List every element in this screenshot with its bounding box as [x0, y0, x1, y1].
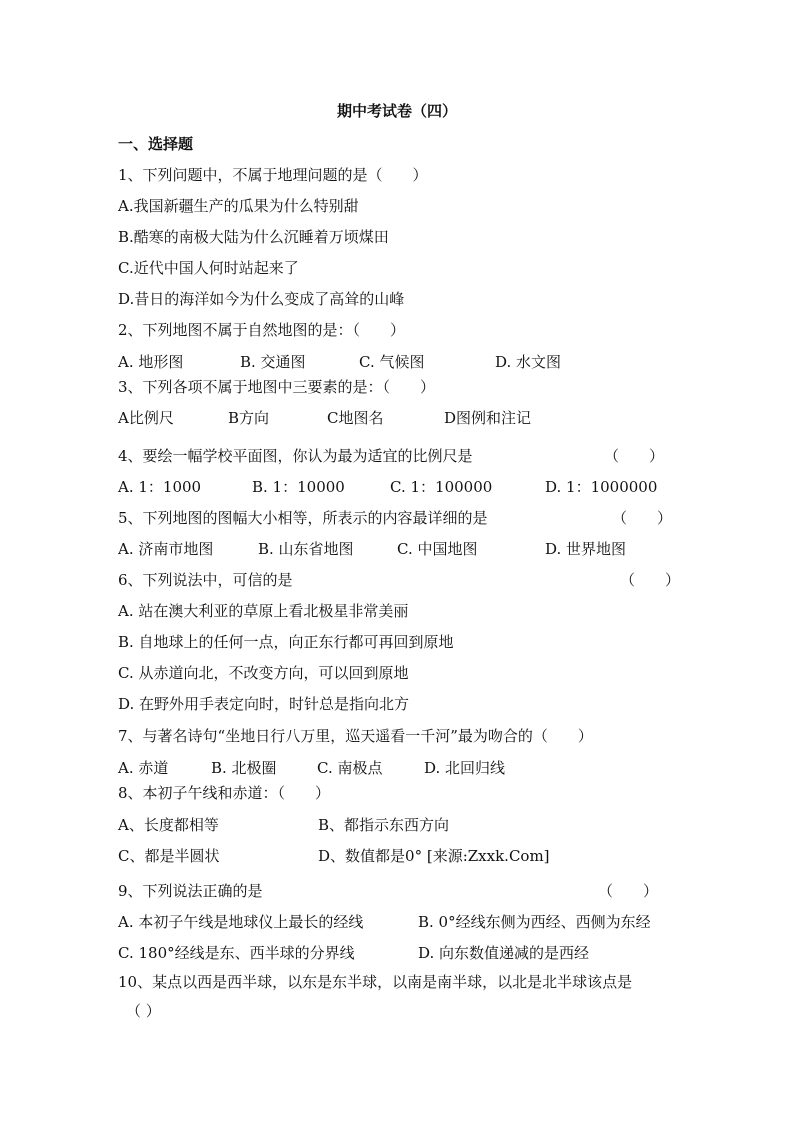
option: B. 自地球上的任何一点，向正东行都可再回到原地 [118, 633, 454, 651]
question-stem: 10、某点以西是西半球，以东是东半球，以南是南半球，以北是北半球该点是 [118, 973, 633, 991]
option: A. 地形图 [118, 353, 184, 371]
option: D、数值都是0° [来源:Zxxk.Com] [318, 847, 550, 865]
option: B、都指示东西方向 [318, 816, 450, 834]
option: C. 1：100000 [390, 478, 493, 496]
option: C.近代中国人何时站起来了 [118, 259, 299, 277]
question-stem: 8、本初子午线和赤道：（ ） [118, 784, 331, 802]
answer-paren: （ ） [126, 1002, 161, 1020]
answer-paren: （ ） [612, 509, 673, 527]
question-stem: 5、下列地图的图幅大小相等，所表示的内容最详细的是 [118, 509, 488, 527]
option: A比例尺 [118, 409, 174, 427]
option: A、长度都相等 [118, 816, 219, 834]
option: C. 气候图 [359, 353, 425, 371]
page-title: 期中考试卷（四） [336, 102, 457, 120]
option: D. 水文图 [495, 353, 562, 371]
section-heading: 一、选择题 [118, 135, 194, 153]
option: A. 赤道 [118, 759, 169, 777]
option: C. 南极点 [317, 759, 383, 777]
question-stem: 7、与著名诗句“坐地日行八万里，巡天遥看一千河”最为吻合的（ ） [118, 727, 593, 745]
option: D. 向东数值递减的是西经 [418, 944, 590, 962]
answer-paren: （ ） [620, 571, 681, 589]
question-stem: 9、下列说法正确的是 [118, 882, 263, 900]
question-stem: 3、下列各项不属于地图中三要素的是：（ ） [118, 378, 436, 396]
option: B方向 [228, 409, 270, 427]
option: B. 交通图 [240, 353, 306, 371]
option: D.昔日的海洋如今为什么变成了高耸的山峰 [118, 290, 405, 308]
answer-paren: （ ） [604, 447, 665, 465]
option: B.酷寒的南极大陆为什么沉睡着万顷煤田 [118, 228, 389, 246]
option: D. 世界地图 [545, 540, 627, 558]
option: A. 本初子午线是地球仪上最长的经线 [118, 913, 364, 931]
question-stem: 4、要绘一幅学校平面图，你认为最为适宜的比例尺是 [118, 447, 473, 465]
option: C. 中国地图 [397, 540, 478, 558]
question-stem: 1、下列问题中，不属于地理问题的是（ ） [118, 166, 428, 184]
answer-paren: （ ） [598, 882, 659, 900]
option: D. 在野外用手表定向时，时针总是指向北方 [118, 695, 410, 713]
option: B. 山东省地图 [258, 540, 354, 558]
option: D图例和注记 [444, 409, 532, 427]
option: B. 北极圈 [211, 759, 277, 777]
option: A. 济南市地图 [118, 540, 214, 558]
option: C、都是半圆状 [118, 847, 220, 865]
option: C. 180°经线是东、西半球的分界线 [118, 944, 355, 962]
option: B. 1：10000 [252, 478, 345, 496]
option: C地图名 [327, 409, 384, 427]
option: A. 1：1000 [118, 478, 202, 496]
option: D. 1：1000000 [545, 478, 658, 496]
option: D. 北回归线 [424, 759, 506, 777]
option: A.我国新疆生产的瓜果为什么特别甜 [118, 197, 359, 215]
option: B. 0°经线东侧为西经、西侧为东经 [418, 913, 651, 931]
question-stem: 6、下列说法中，可信的是 [118, 571, 293, 589]
option: A. 站在澳大利亚的草原上看北极星非常美丽 [118, 602, 409, 620]
option: C. 从赤道向北，不改变方向，可以回到原地 [118, 664, 409, 682]
question-stem: 2、下列地图不属于自然地图的是：（ ） [118, 321, 406, 339]
